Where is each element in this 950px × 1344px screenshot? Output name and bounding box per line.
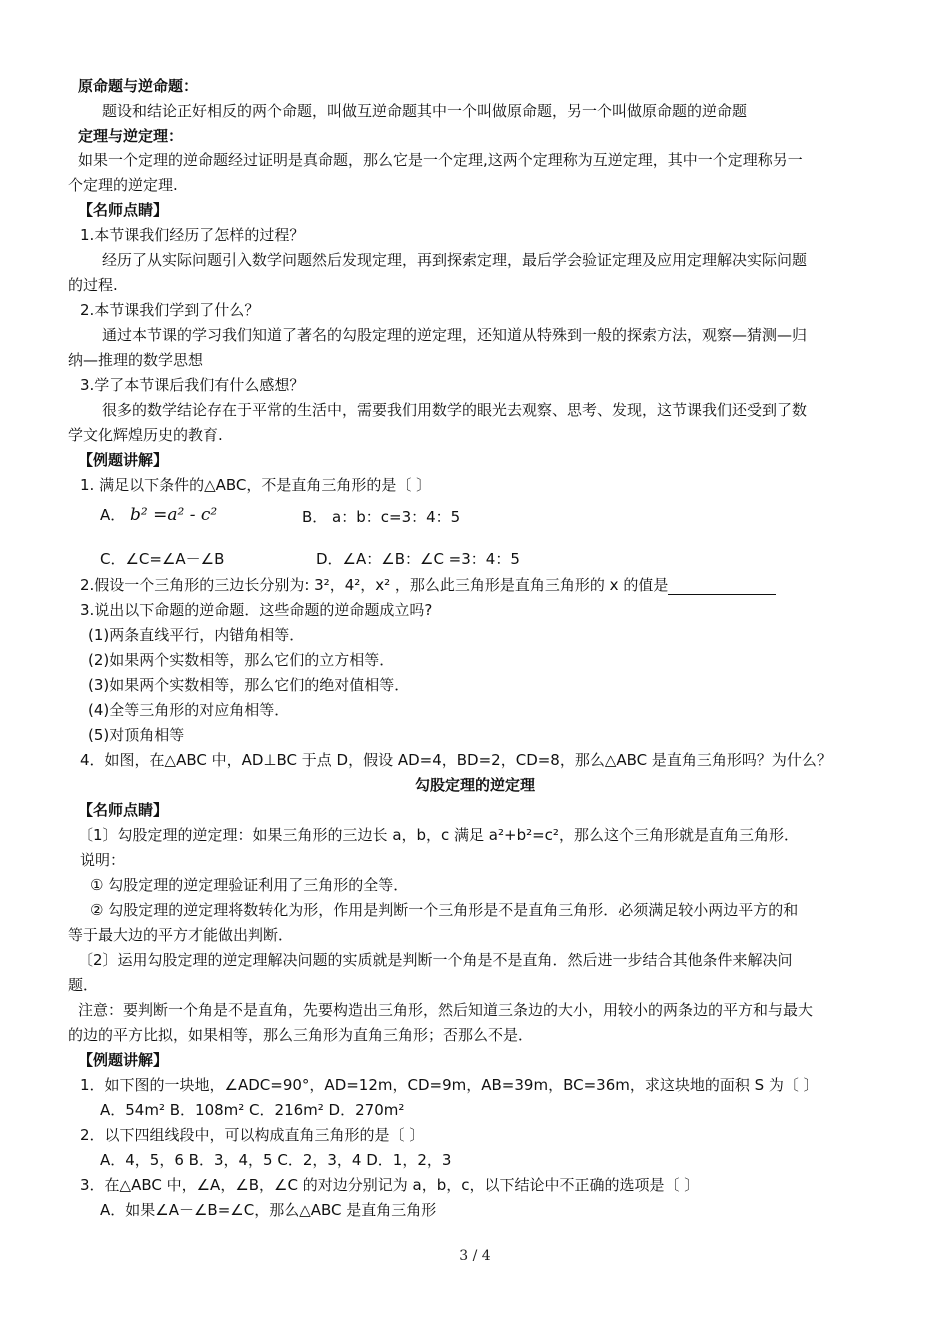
question: 4．如图，在△ABC 中，AD⊥BC 于点 D，假设 AD=4，BD=2，CD=8，那么△ABC 是直角三角形吗？为什么？: [80, 751, 832, 769]
paragraph: 通过本节课的学习我们知道了著名的勾股定理的逆定理，还知道从特殊到一般的探索方法，观察—猜测—归: [102, 326, 808, 344]
option-d: D．∠A：∠B：∠C =3：4：5: [316, 550, 520, 568]
paragraph: 如果一个定理的逆命题经过证明是真命题，那么它是一个定理,这两个定理称为互逆定理，其中一个定理称另一: [78, 151, 803, 169]
section-heading: 【例题讲解】: [78, 1051, 169, 1069]
section-heading: 【名师点睛】: [78, 201, 169, 219]
paragraph: 题设和结论正好相反的两个命题，叫做互逆命题其中一个叫做原命题，另一个叫做原命题的逆命题: [102, 102, 748, 120]
paragraph: 学文化辉煌历史的教育.: [68, 426, 223, 444]
paragraph: 说明：: [80, 851, 126, 869]
paragraph: 很多的数学结论存在于平常的生活中，需要我们用数学的眼光去观察、思考、发现，这节课我们还受到了数: [102, 401, 808, 419]
section-title: 勾股定理的逆定理: [414, 776, 535, 794]
options-row: A．54m² B．108m² C．216m² D．270m²: [100, 1101, 405, 1119]
paragraph: 〔2〕运用勾股定理的逆定理解决问题的实质就是判断一个角是不是直角．然后进一步结合其他条件来解决问: [78, 951, 793, 969]
paragraph: 纳—推理的数学思想: [68, 351, 204, 369]
heading-converse-proposition: 原命题与逆命题：: [78, 77, 199, 95]
paragraph: 〔1〕勾股定理的逆定理：如果三角形的三边长 a，b，c 满足 a²+b²=c²，那么这个三角形就是直角三角形．: [78, 826, 799, 844]
paragraph: 的边的平方比拟，如果相等，那么三角形为直角三角形；否那么不是．: [68, 1026, 534, 1044]
question: 1．如下图的一块地，∠ADC=90°，AD=12m，CD=9m，AB=39m，BC=36m，求这块地的面积 S 为〔 〕: [80, 1076, 819, 1094]
section-heading: 【例题讲解】: [78, 451, 169, 469]
question: 3.学了本节课后我们有什么感想？: [80, 376, 305, 394]
option-a: A．如果∠A－∠B=∠C，那么△ABC 是直角三角形: [100, 1201, 437, 1219]
list-item: ① 勾股定理的逆定理验证利用了三角形的全等．: [90, 876, 409, 894]
list-item: (3)如果两个实数相等，那么它们的绝对值相等．: [88, 676, 410, 694]
question: 1. 满足以下条件的△ABC，不是直角三角形的是〔 〕: [80, 476, 432, 494]
answer-blank: [668, 579, 776, 595]
list-item: (4)全等三角形的对应角相等．: [88, 701, 290, 719]
question: [80, 575, 776, 595]
question: 3．在△ABC 中，∠A，∠B，∠C 的对边分别记为 a，b，c，以下结论中不正确的选项是〔 〕: [80, 1176, 700, 1194]
question: 1.本节课我们经历了怎样的过程？: [80, 226, 305, 244]
paragraph: 的过程.: [68, 276, 118, 294]
options-row: A．4，5，6 B．3，4，5 C．2，3，4 D．1，2，3: [100, 1151, 452, 1169]
paragraph: 经历了从实际问题引入数学问题然后发现定理，再到探索定理，最后学会验证定理及应用定理解决实际问题: [102, 251, 808, 269]
paragraph: 个定理的逆定理.: [68, 176, 178, 194]
list-item: (1)两条直线平行，内错角相等．: [88, 626, 305, 644]
question: 3.说出以下命题的逆命题．这些命题的逆命题成立吗?: [80, 601, 433, 619]
formula: b² =a² - c²: [130, 505, 218, 525]
page-number: 3 / 4: [459, 1248, 491, 1264]
question: 2.本节课我们学到了什么？: [80, 301, 260, 319]
list-item: (5)对顶角相等: [88, 726, 185, 744]
heading-converse-theorem: 定理与逆定理：: [78, 127, 184, 145]
option-label: A．: [100, 506, 126, 524]
paragraph: 注意：要判断一个角是不是直角，先要构造出三角形，然后知道三条边的大小，用较小的两条边的平方和与最大: [78, 1001, 814, 1019]
option-b: B． a：b：c=3：4：5: [302, 508, 461, 526]
list-item: ② 勾股定理的逆定理将数转化为形，作用是判断一个三角形是不是直角三角形．必须满足较小两边平方的和: [90, 901, 799, 919]
option-a: [100, 505, 217, 525]
question-text: 2.假设一个三角形的三边长分别为: 3²，4²，x² ，那么此三角形是直角三角形的 x 的值是: [80, 576, 669, 594]
question: 2．以下四组线段中，可以构成直角三角形的是〔 〕: [80, 1126, 425, 1144]
paragraph: 等于最大边的平方才能做出判断．: [68, 926, 294, 944]
paragraph: 题．: [68, 976, 99, 994]
list-item: (2)如果两个实数相等，那么它们的立方相等．: [88, 651, 395, 669]
option-c: C．∠C=∠A－∠B: [100, 550, 225, 568]
section-heading: 【名师点睛】: [78, 801, 169, 819]
